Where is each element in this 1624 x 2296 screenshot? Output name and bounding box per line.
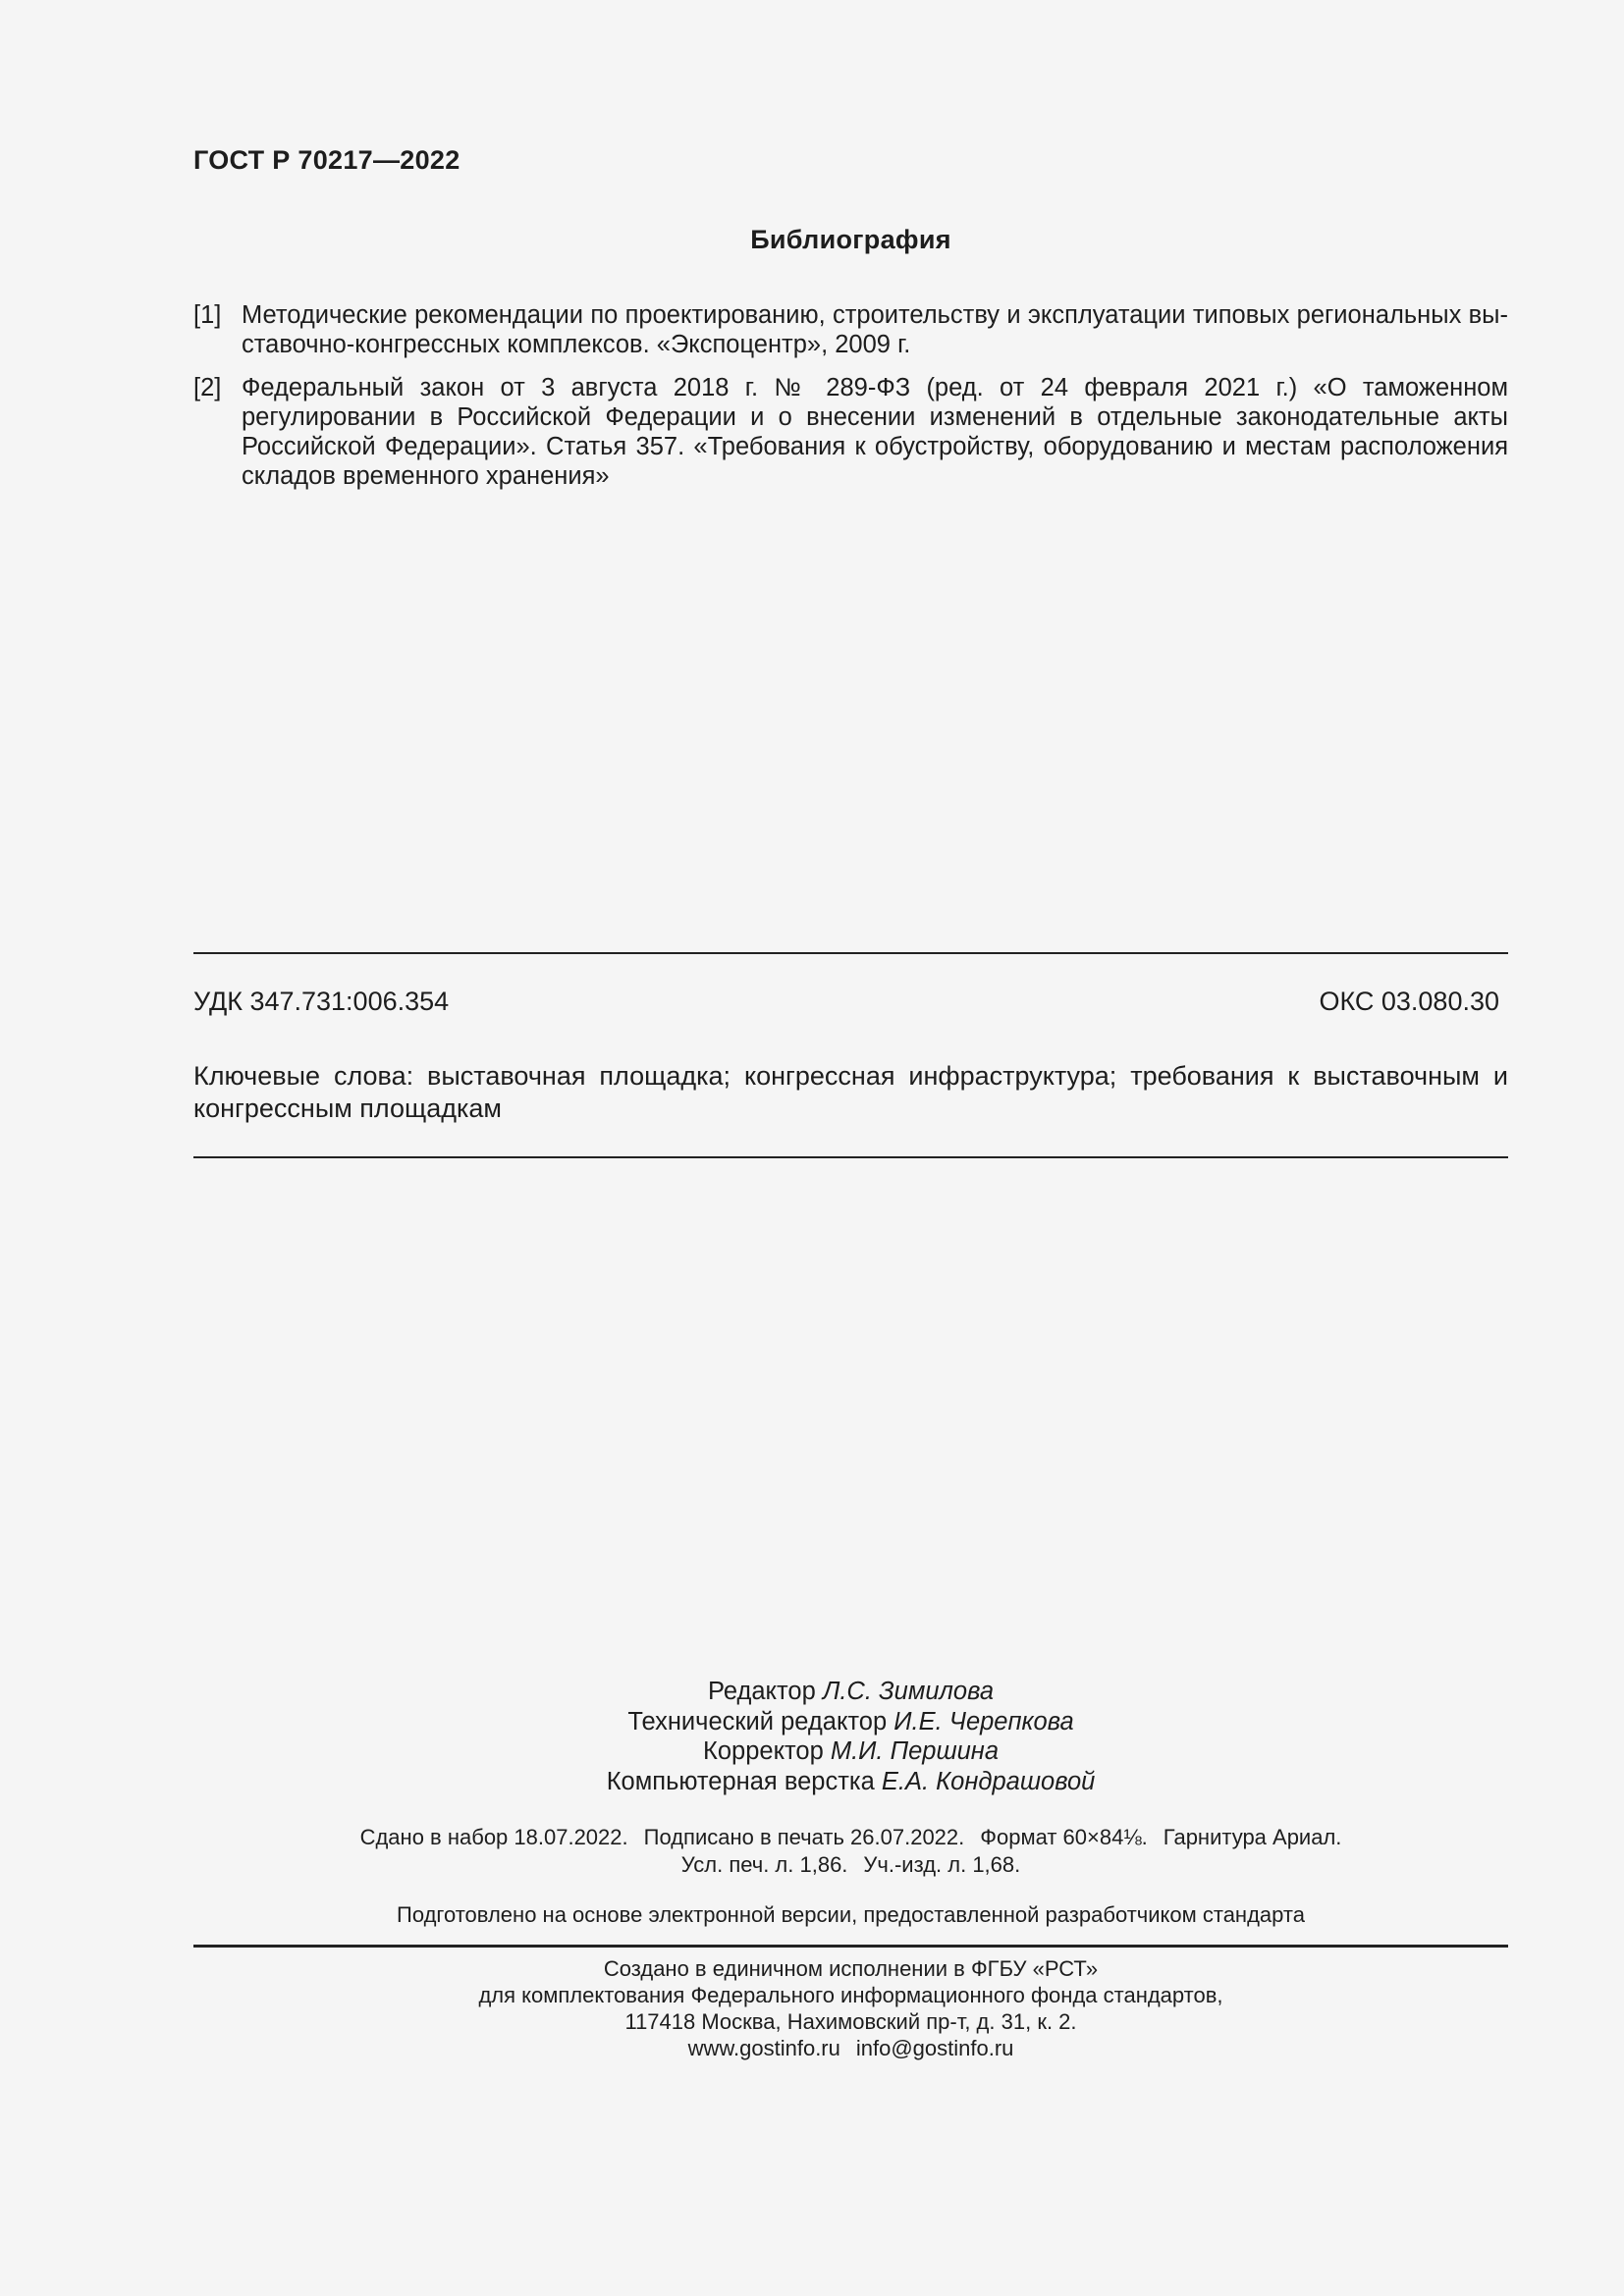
credit-role: Корректор: [702, 1737, 824, 1765]
bibliography-entry: [193, 373, 1508, 491]
classification-row: [193, 987, 1499, 1017]
credit-name: И.Е. Черепкова: [893, 1707, 1074, 1735]
credit-line: [193, 1707, 1508, 1737]
print-format: Формат 60×84⅛.: [980, 1825, 1148, 1849]
entry-number: [2]: [193, 374, 222, 401]
pub-sheets: Уч.-изд. л. 1,68.: [863, 1852, 1021, 1877]
website-link[interactable]: www.gostinfo.ru: [687, 2036, 840, 2060]
credit-role: Технический редактор: [627, 1707, 888, 1735]
bibliography-entry: [193, 300, 1508, 359]
credit-role: Редактор: [707, 1678, 816, 1705]
bibliography-list: [193, 300, 1508, 505]
bibliography-title: Библиография: [750, 225, 951, 254]
entry-number: [1]: [193, 301, 222, 329]
entry-text: Федеральный закон от 3 августа 2018 г. № 289-ФЗ (ред. от 24 февраля 2021 г.) «О таможенном регулировании в Российской Федерации и о внесении изменений в отдельные законодательные акты Российской Федерации». Статья 357. «Требования к обустройству, оборудованию и местам расположения складов временного хранения»: [242, 374, 1508, 490]
submitted-date: Сдано в набор 18.07.2022.: [359, 1825, 628, 1849]
print-info: [193, 1824, 1508, 1879]
signed-date: Подписано в печать 26.07.2022.: [643, 1825, 965, 1849]
publisher-line: 117418 Москва, Нахимовский пр-т, д. 31, к. 2.: [624, 2009, 1077, 2034]
credits-block: [193, 1677, 1508, 1796]
prepared-note: Подготовлено на основе электронной версии, предоставленной разработчиком стандарта: [397, 1902, 1305, 1927]
publisher-line: Создано в единичном исполнении в ФГБУ «РСТ»: [603, 1956, 1099, 1981]
entry-text: Методические рекомендации по проектированию, строительству и эксплуатации типовых региональных выставочно-конгрессных комплексов. «Экспоцентр», 2009 г.: [242, 301, 1508, 358]
credit-line: [193, 1736, 1508, 1767]
print-info-line: [193, 1824, 1508, 1851]
keywords: Ключевые слова: выставочная площадка; конгрессная инфраструктура; требования к выставочным и конгрессным площадкам: [193, 1061, 1508, 1123]
udk-code: УДК 347.731:006.354: [193, 987, 450, 1016]
divider-publisher: [193, 1945, 1508, 1948]
oks-code: ОКС 03.080.30: [1319, 987, 1499, 1016]
credit-name: М.И. Першина: [830, 1737, 1000, 1765]
credit-role: Компьютерная верстка: [606, 1767, 875, 1795]
divider-top: [193, 952, 1508, 954]
publisher-line: для комплектования Федерального информационного фонда стандартов,: [478, 1983, 1223, 2007]
print-sheets: Усл. печ. л. 1,86.: [680, 1852, 848, 1877]
credit-line: [193, 1767, 1508, 1797]
print-info-line: [193, 1851, 1508, 1879]
publisher-block: [193, 1955, 1508, 2061]
typeface: Гарнитура Ариал.: [1163, 1825, 1342, 1849]
credit-line: [193, 1677, 1508, 1707]
credit-name: Е.А. Кондрашовой: [881, 1767, 1096, 1795]
email-link[interactable]: info@gostinfo.ru: [855, 2036, 1014, 2060]
publisher-contacts: [193, 2035, 1508, 2061]
divider-bottom: [193, 1156, 1508, 1158]
credit-name: Л.С. Зимилова: [822, 1678, 995, 1705]
standard-code: ГОСТ Р 70217—2022: [193, 145, 460, 175]
